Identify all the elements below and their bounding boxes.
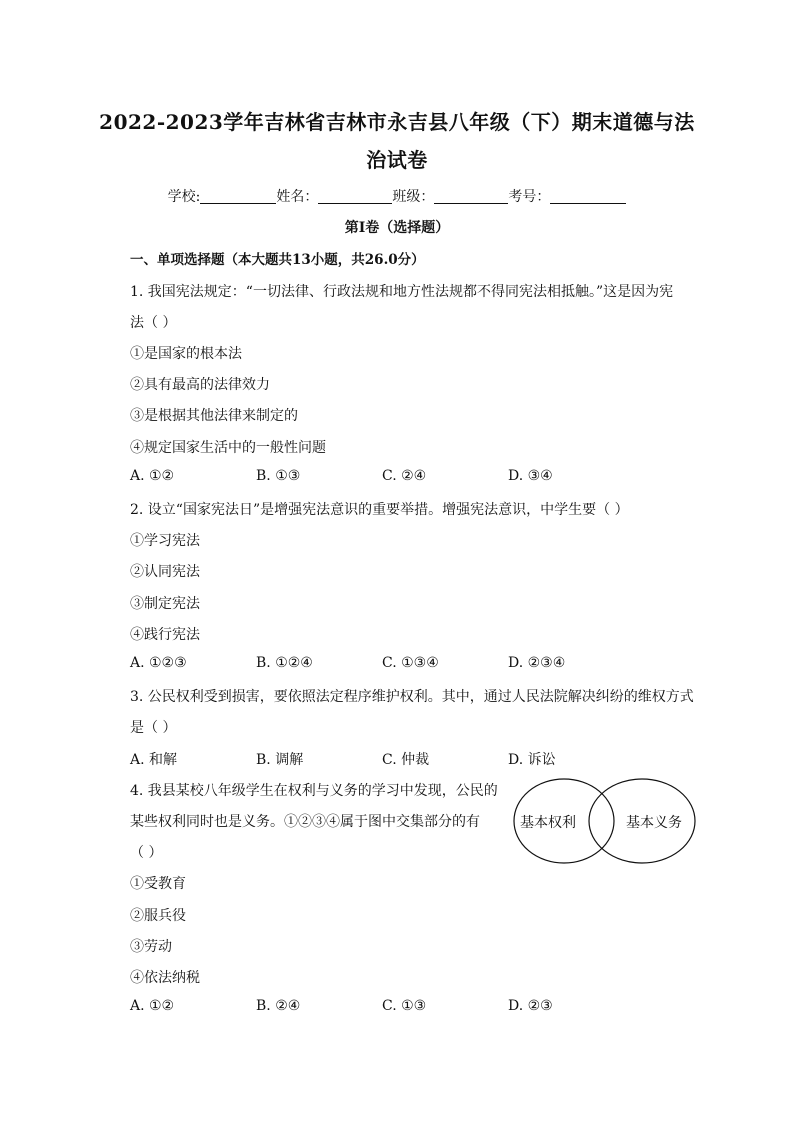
q1-option-b[interactable]: B. ①③ xyxy=(256,468,301,484)
q2-statement-2: ②认同宪法 xyxy=(130,564,200,580)
q1-option-c[interactable]: C. ②④ xyxy=(382,468,427,484)
q2-option-b[interactable]: B. ①②④ xyxy=(256,655,313,671)
q3-option-a[interactable]: A. 和解 xyxy=(130,752,178,768)
q4-option-d[interactable]: D. ②③ xyxy=(508,998,553,1014)
q4-stem-line2: 某些权利同时也是义务。①②③④属于图中交集部分的有 xyxy=(130,814,480,830)
q3-options xyxy=(130,749,690,769)
q4-statement-3: ③劳动 xyxy=(130,939,172,955)
q1-stem-line2: 法（ ） xyxy=(130,315,177,331)
exam-no-label: 考号： xyxy=(508,189,551,205)
student-info-row xyxy=(0,186,794,206)
venn-diagram xyxy=(512,776,696,866)
q2-statement-4: ④践行宪法 xyxy=(130,627,200,643)
venn-right-label: 基本义务 xyxy=(626,815,682,831)
q1-statement-3: ③是根据其他法律来制定的 xyxy=(130,408,298,424)
name-blank xyxy=(318,189,392,204)
q3-option-b[interactable]: B. 调解 xyxy=(256,752,304,768)
exam-title-line2: 治试卷 xyxy=(366,148,428,172)
volume-title: 第Ⅰ卷（选择题） xyxy=(344,220,450,236)
name-label: 姓名： xyxy=(276,189,319,205)
q1-option-d[interactable]: D. ③④ xyxy=(508,468,553,484)
q1-stem-line1: 1. 我国宪法规定：“一切法律、行政法规和地方性法规都不得同宪法相抵触。”这是因为宪 xyxy=(130,284,674,300)
q4-option-a[interactable]: A. ①② xyxy=(130,998,175,1014)
q2-statement-1: ①学习宪法 xyxy=(130,533,200,549)
q3-stem-line1: 3. 公民权利受到损害，要依照法定程序维护权利。其中，通过人民法院解决纠纷的维权方式 xyxy=(130,689,694,705)
school-label: 学校: xyxy=(167,189,201,205)
q3-option-c[interactable]: C. 仲裁 xyxy=(382,752,430,768)
q2-option-d[interactable]: D. ②③④ xyxy=(508,655,566,671)
exam-title-line1: 2022-2023学年吉林省吉林市永吉县八年级（下）期末道德与法 xyxy=(99,110,695,134)
q3-option-d[interactable]: D. 诉讼 xyxy=(508,752,556,768)
section-heading: 一、单项选择题（本大题共13小题，共26.0分） xyxy=(130,252,425,268)
class-blank xyxy=(434,189,508,204)
q3-stem-line2: 是（ ） xyxy=(130,720,177,736)
q4-stem-line1: 4. 我县某校八年级学生在权利与义务的学习中发现，公民的 xyxy=(130,783,498,799)
exam-no-blank xyxy=(550,189,626,204)
venn-left-label: 基本权利 xyxy=(520,815,576,831)
q4-stem-line3: （ ） xyxy=(130,845,163,861)
q2-option-a[interactable]: A. ①②③ xyxy=(130,655,187,671)
q4-options xyxy=(130,998,690,1018)
q1-option-a[interactable]: A. ①② xyxy=(130,468,175,484)
q4-statement-4: ④依法纳税 xyxy=(130,970,200,986)
q2-options xyxy=(130,655,690,675)
q4-statement-2: ②服兵役 xyxy=(130,908,186,924)
q4-option-c[interactable]: C. ①③ xyxy=(382,998,427,1014)
q2-stem-line1: 2. 设立“国家宪法日”是增强宪法意识的重要举措。增强宪法意识，中学生要（ ） xyxy=(130,502,629,518)
q4-statement-1: ①受教育 xyxy=(130,876,186,892)
q1-statement-1: ①是国家的根本法 xyxy=(130,346,242,362)
class-label: 班级： xyxy=(392,189,435,205)
q2-option-c[interactable]: C. ①③④ xyxy=(382,655,439,671)
q1-options xyxy=(130,468,690,488)
school-blank xyxy=(200,189,276,204)
q1-statement-4: ④规定国家生活中的一般性问题 xyxy=(130,440,326,456)
q2-statement-3: ③制定宪法 xyxy=(130,596,200,612)
q4-option-b[interactable]: B. ②④ xyxy=(256,998,301,1014)
q1-statement-2: ②具有最高的法律效力 xyxy=(130,377,270,393)
